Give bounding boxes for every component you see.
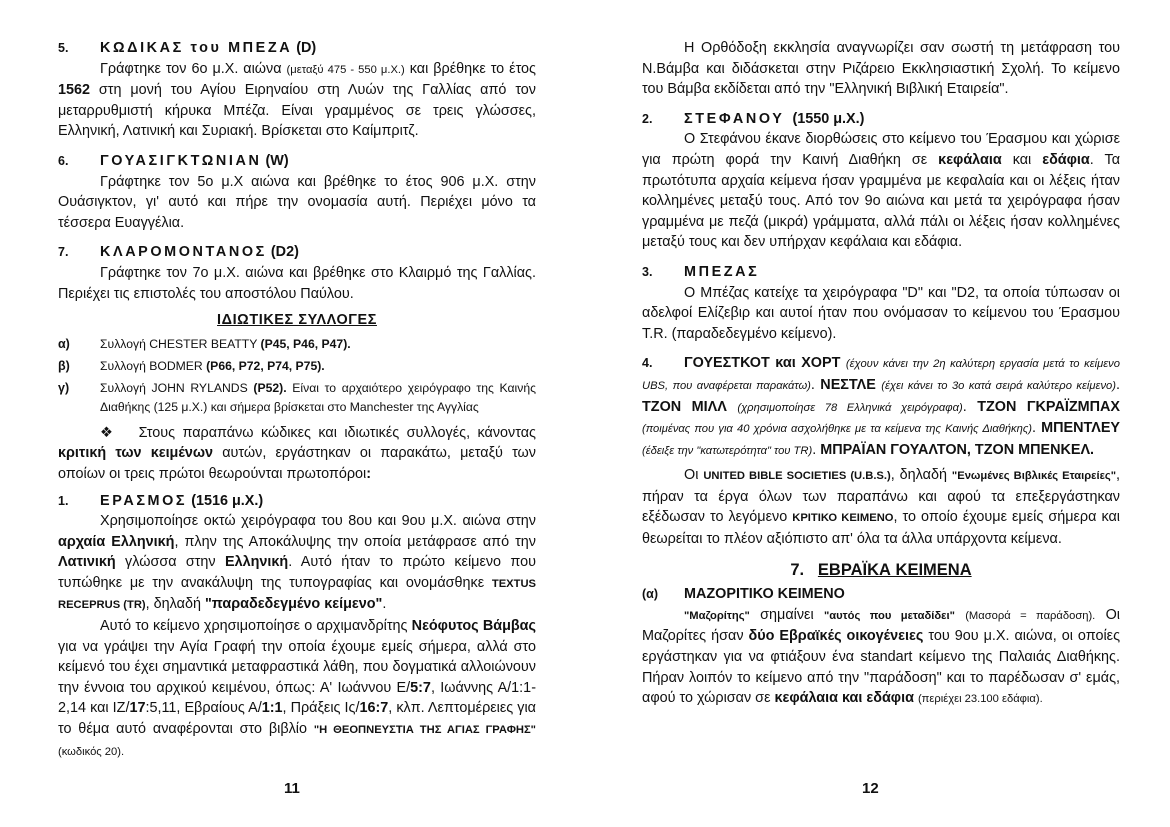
section-number: 6. [58,153,69,168]
section-6 [58,151,536,172]
bullet-paragraph: ❖ Στους παραπάνω κώδικες και ιδιωτικές συλλογές, κάνοντας κριτική των κειμένων αυτών, εργάστηκαν οι παρακάτω, μεταξύ των οποίων οι τρεις πρώτοι θεωρούνται πρωτοπόροι: [58,424,536,482]
editor-3: 3. ΜΠΕΖΑΣ [642,263,760,280]
masoretic-text: "Μαζορίτης" σημαίνει "αυτός που μεταδίδει" (Μασορά = παράδοση). Οι Μαζορίτες ήσαν δύο Εβραϊκές οικογένειες του 9ου μ.Χ. αιώνα, οι οποίες εργάστηκαν για να φτιάξουν ένα standart κείμενο της Παλαιάς Διαθήκης. Πήραν λοιπόν το κείμενο από την "παράδοση" και το παρέδωσαν σ' εμάς, αφού το χώρισαν σε κεφάλαια και εδάφια (περιέχει 23.100 εδάφια). [642,606,1121,707]
section-title: ΚΛΑΡΟΜΟΝΤΑΝΟΣ [100,244,267,261]
editor-2: 2. ΣΤΕΦΑΝΟΥ (1550 μ.Χ.) [642,110,865,127]
left-page [58,38,536,762]
section-number: 7. [58,245,69,260]
codex-code: (D2) [270,244,299,261]
section-7-text: Γράφτηκε τον 7ο μ.Χ. αιώνα και βρέθηκε στο Κλαιρμό της Γαλλίας. Περιέχει τις επιστολές του αποστόλου Παύλου. [58,264,536,302]
section-6-text: Γράφτηκε τον 5ο μ.Χ αιώνα και βρέθηκε το έτος 906 μ.Χ. στην Ουάσιγκτον, γι' αυτό και πήρε την ονομασία αυτή. Περιέχει μόνο τα τέσσερα Ευαγγέλια. [58,173,536,231]
collection-item: α) Συλλογή CHESTER BEATTY (P45, P46, P47). [58,336,351,351]
editor-title: ΕΡΑΣΜΟΣ [100,492,188,509]
editor-title: ΜΠΕΖΑΣ [684,263,760,280]
collection-item: β) Συλλογή BODMER (P66, P72, P74, P75). [58,358,325,373]
editor-1: 1. ΕΡΑΣΜΟΣ (1516 μ.Χ.) [58,492,264,509]
ubs-paragraph: Οι UNITED BIBLE SOCIETIES (U.B.S.), δηλαδή "Ενωμένες Βιβλικές Εταιρείες", πήραν τα έργα όλων των παραπάνω και αφού τα επεξεργάστηκαν εξέδωσαν το λεγόμενο ΚΡΙΤΙΚΟ ΚΕΙΜΕΝΟ, το οποίο έχουμε εμείς σήμερα και θεωρείται το πλέον αξιόπιστο απ' όλα τα άλλα υπάρχοντα κείμενα. [642,467,1121,548]
section-5 [58,38,536,59]
section-7-heading: 7. ΕΒΡΑΪΚΑ ΚΕΙΜΕΝΑ [790,560,972,579]
diamond-bullet-icon: ❖ [100,424,117,441]
codex-code: (D) [296,40,317,56]
page-number-right: 12 [862,780,879,797]
masoretic-heading: (α) ΜΑΖΟΡΙΤΙΚΟ ΚΕΙΜΕΝΟ [642,586,845,603]
section-title: ΚΩΔΙΚΑΣ του ΜΠΕΖΑ [100,40,293,56]
right-page [642,38,1120,710]
section-5-text: Γράφτηκε τον 6ο μ.Χ. αιώνα (μεταξύ 475 - 550 μ.Χ.) και βρέθηκε το έτος 1562 στη μονή του Αγίου Ειρηναίου στη Λυών της Γαλλίας από τον μεταρρυθμιστή κήρυκα Μπέζα. Είναι γραμμένος σε τρεις γλώσσες, Ελληνική, Λατινική και Συριακή. Βρίσκεται στο Καίμπριτζ. [58,60,536,140]
page-number-left: 11 [284,780,300,797]
private-collections-title: ΙΔΙΩΤΙΚΕΣ ΣΥΛΛΟΓΕΣ [217,312,377,329]
codex-code: (W) [265,152,289,169]
editor-title: ΣΤΕΦΑΝΟΥ [684,110,785,127]
editor-1-text: Χρησιμοποίησε οκτώ χειρόγραφα του 8ου και 9ου μ.Χ. αιώνα στην αρχαία Ελληνική, πλην της Αποκάλυψης την οποία μετάφρασε από την Λατινική γλώσσα στην Ελληνική. Αυτό ήταν το πρώτο κείμενο που τυπώθηκε με την ανακάλυψη της τυπογραφίας και ονομάσθηκε TEXTUS RECEPRUS (TR), δηλαδή "παραδεδεγμένο κείμενο". [58,513,536,613]
section-number: 5. [58,41,69,55]
editor-1-text-2: Αυτό το κείμενο χρησιμοποίησε ο αρχιμανδρίτης Νεόφυτος Βάμβας για να γράψει την Αγία Γραφή την οποία έχουμε εμείς σήμερα, αλλά στο κείμενό του έχει σημαντικά μεταφραστικά λάθη, που δογματικά αλλοιώνουν την έννοια του αρχικού κειμένου, όπως: Α' Ιωάννου Ε/5:7, Ιωάννης Α/1:1-2,14 και ΙΖ/17:5,11, Εβραίους Α/1:1, Πράξεις Ις/16:7, κλπ. Λεπτομέρειες για το θέμα αυτό αναφέρονται στο βιβλίο "Η ΘΕΟΠΝΕΥΣΤΙΑ ΤΗΣ ΑΓΙΑΣ ΓΡΑΦΗΣ" (κωδικός 20). [58,618,536,758]
section-title: ΓΟΥΑΣΙΓΚΤΩΝΙΑΝ [100,152,262,169]
collection-item: γ) Συλλογή JOHN RYLANDS (P52). Είναι το αρχαιότερο χειρόγραφο της Καινής Διαθήκης (125 μ.Χ.) και σήμερα βρίσκεται στο Manchester της Αγγλίας [58,380,537,414]
editor-3-text: Ο Μπέζας κατείχε τα χειρόγραφα "D" και "D2, τα οποία τύπωσαν οι αδελφοί Ελίζεβιρ και αυτοί ήταν που ονόμασαν το κείμενου του Έρασμου T.R. (παραδεδεγμένο κείμενο). [642,284,1120,342]
intro-paragraph: Η Ορθόδοξη εκκλησία αναγνωρίζει σαν σωστή τη μετάφραση του Ν.Βάμβα και διδάσκεται στην Ριζάρειο Εκκλησιαστική Σχολή. Το κείμενο του Βάμβα εκδίδεται από την "Ελληνική Βιβλική Εταιρεία". [642,40,1120,98]
editor-4: 4. ΓΟΥΕΣΤΚΟΤ και ΧΟΡΤ (έχουν κάνει την 2η καλύτερη εργασία μετά το κείμενο UBS, που αναφέρεται παρακάτω). ΝΕΣΤΛΕ (έχει κάνει το 3ο κατά σειρά καλύτερο κείμενο). ΤΖΟΝ ΜΙΛΛ (χρησιμοποίησε 78 Ελληνικά χειρόγραφα). ΤΖΟΝ ΓΚΡΑΪΖΜΠΑΧ (ποιμένας που για 40 χρόνια ασχολήθηκε με τα κείμενα της Καινής Διαθήκης). ΜΠΕΝΤΛΕΥ (έδειξε την "κατωτερότητα" του TR). ΜΠΡΑΪΑΝ ΓΟΥΑΛΤΟΝ, ΤΖΟΝ ΜΠΕΝΚΕΛ. [642,355,1121,458]
editor-2-text: Ο Στεφάνου έκανε διορθώσεις στο κείμενο του Έρασμου και χώρισε για πρώτη φορά την Καινή Διαθήκη σε κεφάλαια και εδάφια. Τα πρωτότυπα αρχαία κείμενα ήσαν γραμμένα με κεφαλαία και οι λέξεις ήταν κολλημένες μεταξύ τους. Από τον 9ο αιώνα και μετά τα χειρόγραφα ήσαν γραμμένα με πεζά (μικρά) γράμματα, αλλά πάλι οι λέξεις ήσαν κολλημένες μεταξύ τους και δεν υπήρχαν κεφάλαια και εδάφια. [642,131,1121,251]
section-7 [58,242,536,263]
